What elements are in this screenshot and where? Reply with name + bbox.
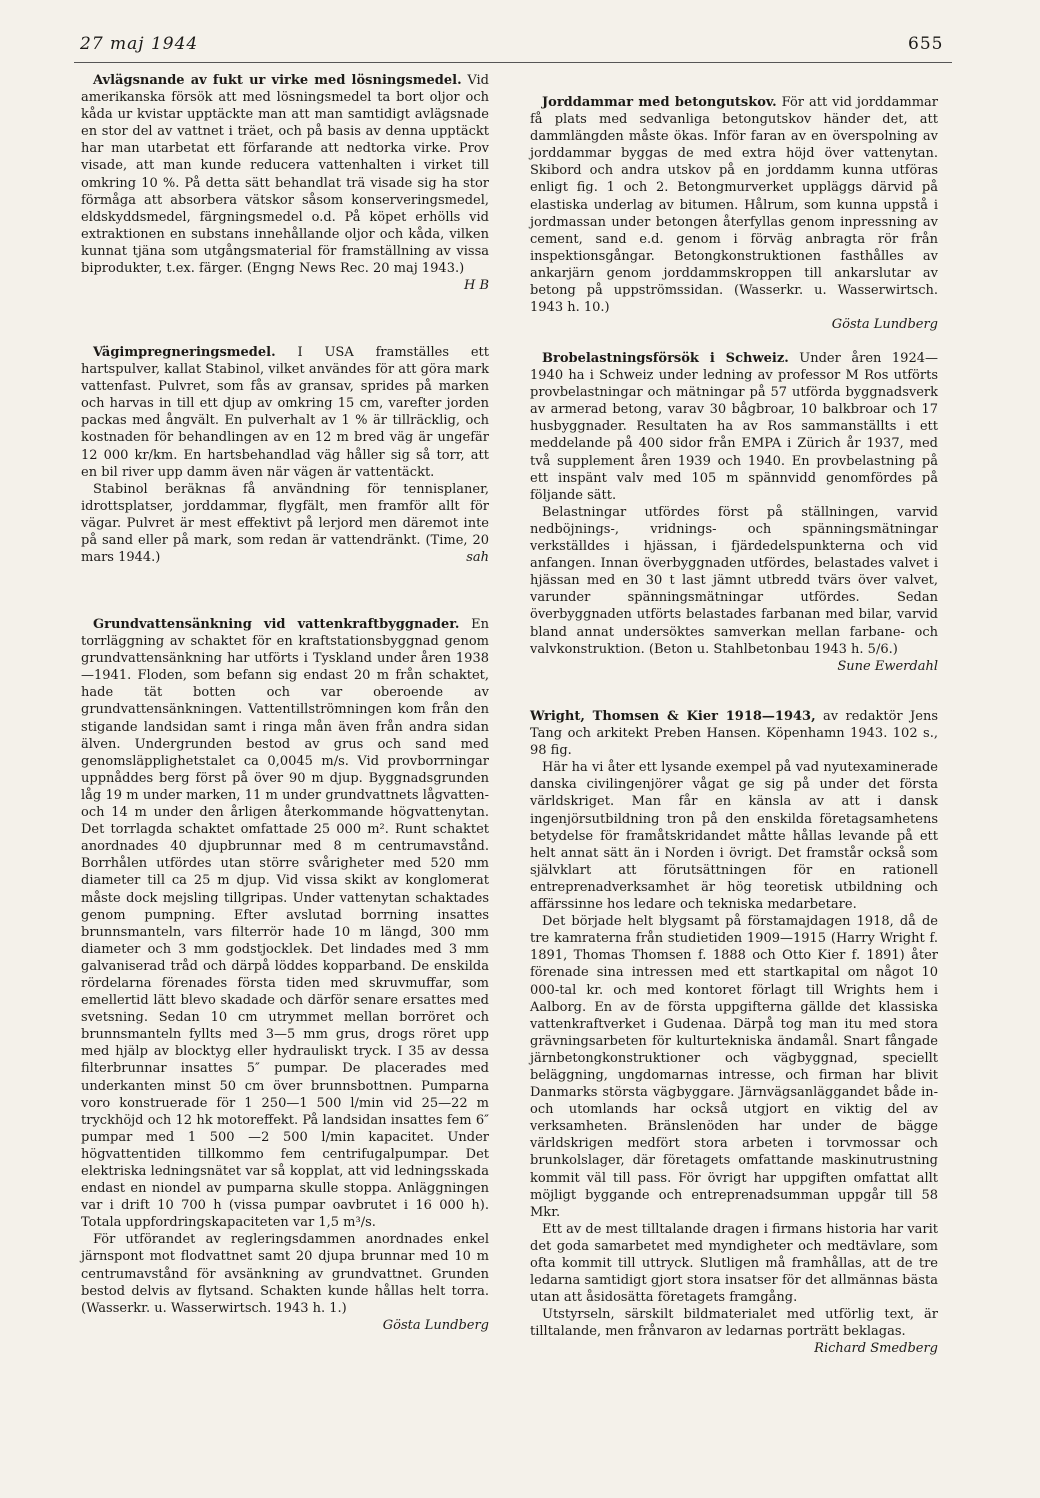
header-rule [74,62,952,63]
article-signature: Sune Ewerdahl [837,658,938,674]
issue-date: 27 maj 1944 [80,34,199,54]
article-heading: Brobelastningsförsök i Schweiz. [542,351,789,366]
article-paragraph: Det började helt blygsamt på förstamajdagen 1918, då de tre kamraterna från studietiden 1909—1915 (Harry Wright f. 1891, Thomas Thomsen f. 1888 och Otto Kier f. 1891) åter förenade sina intressen med ett startkapital om något 10 000-tal kr. och med kontoret förlagt till Wrights hem i Aalborg. En av de första uppgifterna gällde det klassiska vattenkraftverket i Gudenaa. Därpå tog man itu med stora grävningsarbeten för kulturtekniska ändamål. Snart fångade järnbetongkonstruktioner och vägbyggnad, speciellt beläggning, ungdomarnas intresse, och firman har blivit Danmarks största vägbyggare. Järnvägsanläggandet både in- och utomlands har också utgjort en viktig del av verksamheten. Bränslenöden har under de bägge världskrigen medfört stora arbeten i torvmossar och brunkolslager, där företagets omfattande maskinutrustning kommit väl till pass. För övrigt har uppgiften omfattat allt möjligt byggande och entreprenadsumman uppgår till 58 Mkr. [530,914,938,1220]
article-heading: Jorddammar med betongutskov. [542,95,777,110]
article-signature: sah [466,550,489,566]
article-paragraph: I USA framställes ett hartspulver, kallat Stabinol, vilket användes för att göra mark vattenfast. Pulvret, som fås av gransav, sprides på marken och harvas in till ett djup av omkring 15 cm, varefter jorden packas med ångvält. En pulverhalt av 1 % är tillräcklig, och kostnaden för behandlingen av en 12 m bred väg är ungefär 12 000 kr/km. En hartsbehandlad väg håller sig så torr, att en bil river upp damm även när vägen är vattentäckt. [81,345,489,480]
article-paragraph: Utstyrseln, särskilt bildmaterialet med utförlig text, är tilltalande, men frånvaron av ledarnas porträtt beklagas. [530,1307,938,1340]
book-citation: av redaktör Jens Tang och arkitekt Preben Hansen. Köpenhamn 1943. 102 s., 98 fig. [530,709,938,759]
page-number: 655 [908,34,944,54]
left-article-solvent-drying [81,72,489,294]
article-signature: Richard Smedberg [814,1341,938,1357]
article-heading: Wright, Thomsen & Kier 1918—1943, [530,709,816,724]
article-paragraph: Belastningar utfördes först på ställningen, varvid nedböjnings-, vridnings- och spänningsmätningar verkställdes i hjässan, i fjärdedelspunkterna och vid anfangen. Innan överbyggnaden utfördes, belastades valvet i hjässan med en 30 t last jämnt utbredd tvärs över valvet, varunder spänningsmätningar utfördes. Sedan överbyggnaden utförts belastades farbanan med bilar, varvid bland annat undersöktes samverkan mellan farbane- och valvkonstruktion. (Beton u. Stahlbetonbau 1943 h. 5/6.) [530,504,938,657]
article-paragraph: Under åren 1924—1940 ha i Schweiz under ledning av professor M Ros utförts provbelastningar och mätningar på 57 utförda byggnadsverk av armerad betong, varav 30 bågbroar, 10 balkbroar och 17 husbyggnader. Resultaten ha av Ros sammanställts i ett meddelande på 400 sidor från EMPA i Zürich år 1937, med två supplement åren 1939 och 1940. En provbelastning på ett inspänt valv med 105 m spännvidd genomfördes på följande sätt. [530,351,938,503]
left-article-groundwater [81,616,489,1334]
article-heading: Avlägsnande av fukt ur virke med lösningsmedel. [93,73,462,88]
article-signature: Gösta Lundberg [831,317,938,333]
article-paragraph: En torrläggning av schaktet för en kraftstationsbyggnad genom grundvattensänkning har utförts i Tyskland under åren 1938—1941. Floden, som befann sig endast 20 m från schaktet, hade tät botten och var oberoende av grundvattensänkningen. Vattentillströmningen kom från den stigande landsidan samt i ringa mån även från andra sidan älven. Undergrunden bestod av grus och sand med genomsläpplighetstalet ca 0,0045 m/s. Vid provborrningar uppnåddes berg först på över 90 m djup. Byggnadsgrunden låg 19 m under marken, 11 m under grundvattnets lågvatten- och 14 m under den årligen återkommande högvattenytan. Det torrlagda schaktet omfattade 25 000 m². Runt schaktet anordnades 40 djupbrunnar med 8 m centrumavstånd. Borrhålen utfördes utan större svårigheter med 520 mm diameter till ca 25 m djup. Vid vissa skikt av konglomerat måste dock mejsling tillgripas. Under vattenytan schaktades genom pumpning. Efter avslutad borrning insattes brunnsmanteln, vars filterrör hade 10 m längd, 300 mm diameter och 3 mm godstjocklek. Det lindades med 3 mm galvaniserad tråd och därpå löddes kopparband. De enskilda rördelarna förenades första tiden med skruvmuffar, som emellertid lätt blevo skadade och därför senare ersattes med svetsning. Sedan 10 cm utrymmet mellan borröret och brunnsmanteln fyllts med 3—5 mm grus, drogs röret upp med hjälp av blocktyg eller hydrauliskt tryck. I 35 av dessa filterbrunnar insattes 5″ pumpar. De placerades med underkanten minst 50 cm över brunnsbottnen. Pumparna voro konstruerade för 1 250—1 500 l/min vid 25—22 m tryckhöjd och 12 hk motoreffekt. På landsidan insattes fem 6″ pumpar med 1 500 —2 500 l/min kapacitet. Under högvattentiden tillkommo fem centrifugalpumpar. Det elektriska ledningsnätet var så kopplat, att vid ledningsskada endast en niondel av pumparna skulle stoppa. Anläggningen var i drift 10 700 h (vissa pumpar oavbrutet i 16 000 h). Totala uppfordringskapaciteten var 1,5 m³/s. [81,617,489,1231]
left-article-road-impregnation [81,344,489,566]
article-paragraph: Här ha vi åter ett lysande exempel på vad nyutexaminerade danska civilingenjörer vågat ge sig på under det första världskriget. Man får en känsla av att i dansk ingenjörsutbildning tron på den enskilda företagsamhetens betydelse för framåtskridandet måtte hållas levande på ett helt annat sätt än i Norden i övrigt. Det framstår också som självklart att förutsättningen för en rationell entreprenadverksamhet är hög teoretisk utbildning och affärssinne hos ledare och tekniska medarbetare. [530,760,938,913]
right-article-bridge-tests [530,350,938,675]
article-paragraph: För utförandet av regleringsdammen anordnades enkel järnspont mot flodvattnet samt 20 djupa brunnar med 10 m centrumavstånd för avsänkning av grundvattnet. Grunden bestod delvis av flytsand. Schakten kunde hållas helt torra. (Wasserkr. u. Wasserwirtsch. 1943 h. 1.) [81,1232,489,1316]
article-body: För att vid jorddammar få plats med sedvanliga betongutskov händer det, att dammlängden måste ökas. Inför faran av en överspolning av jorddammar byggas de med extra höjd över vattenytan. Skibord och andra utskov på en jorddamm kunna utföras enligt fig. 1 och 2. Betongmurverket uppläggs därvid på elastiska underlag av bitumen. Hålrum, som kunna uppstå i jordmassan under betongen återfyllas genom inpressning av cement, sand e.d. genom i förväg anbragta rör från inspektionsgångar. Betongkonstruktionen fasthålles av ankarjärn genom jorddammskroppen till ankarslutar av betong på uppströmssidan. (Wasserkr. u. Wasserwirtsch. 1943 h. 10.) [530,95,938,316]
right-article-book-review [530,708,938,1358]
article-signature: Gösta Lundberg [382,1317,489,1333]
article-heading: Vägimpregneringsmedel. [93,345,276,360]
article-paragraph: Stabinol beräknas få användning för tennisplaner, idrottsplatser, jorddammar, flygfält, men framför allt för vägar. Pulvret är mest effektivt på lerjord men däremot inte på sand eller på mark, som redan är vattendränkt. (Time, 20 mars 1944.) [81,481,489,566]
article-heading: Grundvattensänkning vid vattenkraftbyggnader. [93,617,460,632]
right-article-earth-dams [530,94,938,333]
article-paragraph: Ett av de mest tilltalande dragen i firmans historia har varit det goda samarbetet med myndigheter och medtävlare, som ofta kommit till uttryck. Slutligen må framhållas, att de tre ledarna samtidigt gjort stora insatser för det allmännas bästa utan att åsidosätta företagets framgång. [530,1221,938,1306]
article-body: Vid amerikanska försök att med lösningsmedel ta bort oljor och kåda ur kvistar upptäckte man att man samtidigt avlägsnade en stor del av vattnet i träet, och på basis av denna upptäckt har man utarbetat ett förfarande att nedtorka virke. Prov visade, att man kunde reducera vattenhalten i virket till omkring 10 %. På detta sätt behandlat trä visade sig ha stor förmåga att absorbera vätskor såsom konserveringsmedel, eldskyddsmedel, färgningsmedel o.d. På köpet erhölls vid extraktionen en substans innehållande oljor och kåda, vilken kunnat tjäna som utgångsmaterial för framställning av vissa biprodukter, t.ex. färger. (Engng News Rec. 20 maj 1943.) [81,73,489,277]
article-signature: H B [463,278,489,294]
